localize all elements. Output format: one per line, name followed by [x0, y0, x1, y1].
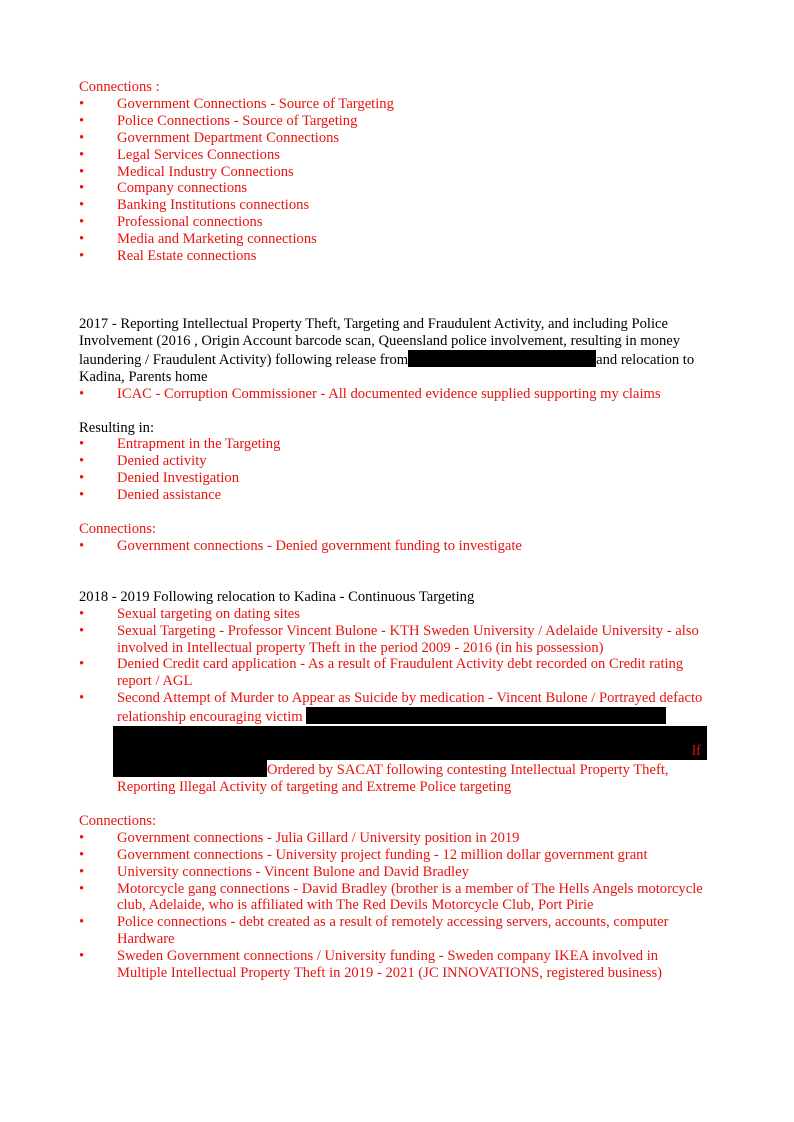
paragraph-line	[79, 350, 719, 369]
list-item-text: • Government connections - Julia Gillard / University position in 2019	[117, 829, 520, 846]
list-item	[79, 948, 719, 982]
list-item: • Entrapment in the Targeting	[79, 436, 719, 453]
list-item-text: Ordered by SACAT following contesting Intellectual Property Theft,	[267, 762, 669, 779]
list-item: • Banking Institutions connections	[79, 197, 719, 214]
list-item-text: Hardware	[117, 931, 175, 948]
list-item: • Professional connections	[79, 214, 719, 231]
list-item	[79, 864, 719, 881]
list-item-text: lf	[692, 743, 701, 760]
paragraph-line: 2017 - Reporting Intellectual Property Theft, Targeting and Fraudulent Activity, and including Police	[79, 315, 668, 332]
list-item: • Legal Services Connections	[79, 147, 719, 164]
list-item-text: • Government connections - University project funding - 12 million dollar government grant	[117, 846, 648, 863]
list-item-text: • University connections - Vincent Bulone and David Bradley	[117, 863, 469, 880]
resulting-list	[79, 436, 719, 504]
list-item-text: club, Adelaide, who is affiliated with The Red Devils Motorcycle Club, Port Pirie	[117, 897, 594, 914]
list-item: • Government Connections - Source of Targeting	[79, 96, 719, 113]
list-item: • Media and Marketing connections	[79, 231, 719, 248]
connections-heading: Connections:	[79, 521, 157, 538]
list-item-text	[117, 707, 719, 726]
redacted-lines	[117, 726, 719, 760]
document-page	[79, 79, 719, 982]
list-item-text: involved in Intellectual property Theft in the period 2009 - 2016 (in his possession)	[117, 639, 604, 656]
list-item: • Denied Investigation	[79, 470, 719, 487]
connections-heading: Connections :	[79, 79, 160, 95]
list-item-text: • Motorcycle gang connections - David Bradley (brother is a member of The Hells Angels motorcycle	[117, 880, 703, 897]
list-item	[79, 847, 719, 864]
connections-list	[79, 96, 719, 265]
list-item: • ICAC - Corruption Commissioner - All documented evidence supplied supporting my claims	[79, 386, 719, 403]
list-item-text	[117, 760, 719, 779]
targeting-list	[79, 606, 719, 796]
section-heading-2018: 2018 - 2019 Following relocation to Kadina - Continuous Targeting	[79, 588, 475, 605]
list-item-text: report / AGL	[117, 673, 193, 690]
paragraph-text: laundering / Fraudulent Activity) following release from	[79, 351, 409, 368]
list-item: • Denied assistance	[79, 487, 719, 504]
list-item-text: relationship encouraging victim	[117, 709, 303, 726]
paragraph-line: Kadina, Parents home	[79, 368, 208, 385]
list-item-text: • Sweden Government connections / University funding - Sweden company IKEA involved in	[117, 948, 659, 965]
list-item: • Real Estate connections	[79, 248, 719, 265]
list-item: • Medical Industry Connections	[79, 164, 719, 181]
list-item-text: • Sexual Targeting - Professor Vincent Bulone - KTH Sweden University / Adelaide University - also	[117, 622, 699, 639]
list-item-text: Sexual targeting on dating sites	[117, 605, 300, 622]
list-item-text: Reporting Illegal Activity of targeting and Extreme Police targeting	[117, 779, 512, 795]
redaction-bar	[408, 350, 596, 367]
paragraph-2017	[79, 316, 719, 386]
list-item	[79, 914, 719, 948]
list-item-text: • Second Attempt of Murder to Appear as Suicide by medication - Vincent Bulone / Portrayed defacto	[117, 690, 703, 707]
redaction-bar	[306, 707, 666, 724]
connections-list	[79, 538, 719, 555]
connections-heading: Connections:	[79, 812, 157, 829]
resulting-heading: Resulting in:	[79, 419, 154, 436]
list-item	[79, 690, 719, 796]
list-item	[79, 606, 719, 623]
list-item: • Police Connections - Source of Targeting	[79, 113, 719, 130]
list-item-text: Multiple Intellectual Property Theft in 2019 - 2021 (JC INNOVATIONS, registered business)	[117, 965, 663, 982]
redaction-bar	[113, 760, 267, 777]
list-item	[79, 881, 719, 915]
list-item: • Company connections	[79, 180, 719, 197]
redaction-bar	[113, 726, 707, 760]
icac-list	[79, 386, 719, 403]
list-item	[79, 656, 719, 690]
list-item	[79, 623, 719, 657]
list-item: • Denied activity	[79, 453, 719, 470]
list-item: • Government Department Connections	[79, 130, 719, 147]
list-item-text: • Denied Credit card application - As a result of Fraudulent Activity debt recorded on Credit rating	[117, 656, 684, 673]
list-item-text: • Police connections - debt created as a result of remotely accessing servers, accounts, computer	[117, 914, 669, 931]
connections-list	[79, 830, 719, 982]
paragraph-text: and relocation to	[596, 351, 695, 368]
list-item: • Government connections - Denied government funding to investigate	[79, 538, 719, 555]
list-item	[79, 830, 719, 847]
paragraph-line: Involvement (2016 , Origin Account barcode scan, Queensland police involvement, resulting in money	[79, 332, 681, 349]
